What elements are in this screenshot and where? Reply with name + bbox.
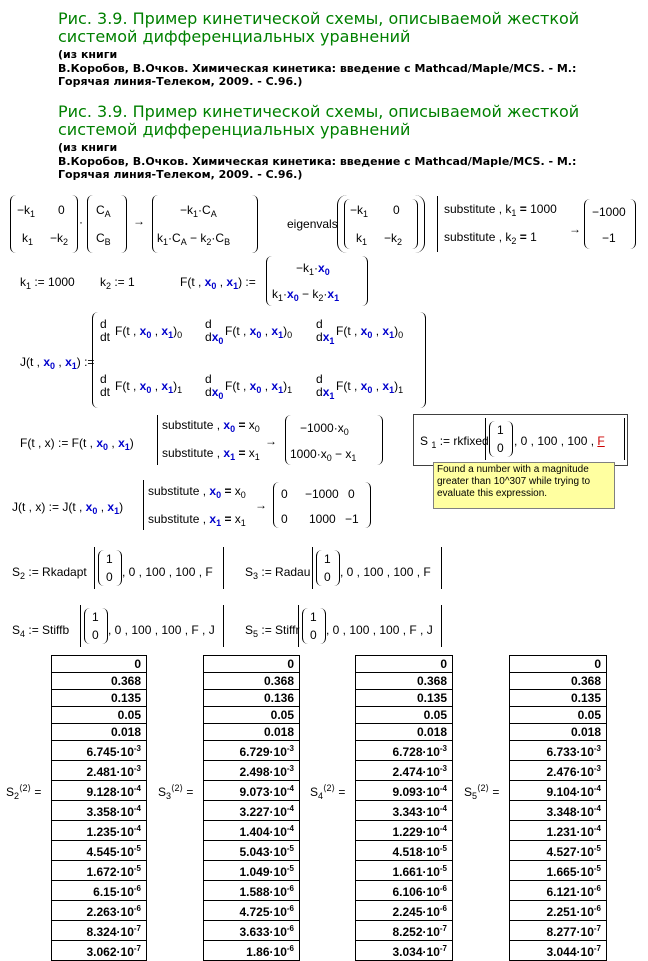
stiffb-args: , 0 , 100 , 100 , F , J <box>108 623 215 637</box>
k1-definition[interactable]: $k_1$ := 1000 <box>20 275 75 291</box>
result-cell: $3.348\cdot 10^{-4}$ <box>510 801 607 821</box>
j-row1-c2: 0 <box>348 487 355 501</box>
header-citation-1: В.Коробов, В.Очков. Химическая кинетика: введение с Mathcad/Maple/MCS. - М.: Горячая линия-Телеком, 2009. - С.96.) <box>58 62 577 88</box>
table-row <box>510 673 607 690</box>
result-cell: 0.05 <box>204 707 300 724</box>
result-cell: $3.358\cdot 10^{-4}$ <box>52 801 147 821</box>
result-cell: 0.05 <box>356 707 453 724</box>
result-cell: 0.135 <box>510 690 607 707</box>
table-row <box>356 921 453 941</box>
substitute-keyword: substitute <box>162 446 214 460</box>
result-cell: $5.043\cdot 10^{-5}$ <box>204 841 300 861</box>
header-from-2: (из книги <box>58 141 118 154</box>
table-row <box>356 861 453 881</box>
result-cell: $2.245\cdot 10^{-6}$ <box>356 901 453 921</box>
result-cell: $6.745\cdot 10^{-3}$ <box>52 741 147 761</box>
result-cell: 0.135 <box>52 690 147 707</box>
s2-result-table[interactable] <box>51 655 147 961</box>
result-cell: $9.073\cdot 10^{-4}$ <box>204 781 300 801</box>
result-cell: $6.15\cdot 10^{-6}$ <box>52 881 147 901</box>
table-row <box>510 881 607 901</box>
result-cell: 0.136 <box>204 690 300 707</box>
s3-column-label: $S_3^{⟨2⟩}$ = <box>158 783 194 801</box>
result-cell: 0.018 <box>204 724 300 741</box>
eigenvalue-2: −1 <box>602 231 616 245</box>
j-row2-c1: 1000 <box>309 512 336 526</box>
table-row <box>52 673 147 690</box>
result-cell: $1.661\cdot 10^{-5}$ <box>356 861 453 881</box>
result-cell: $1.231\cdot 10^{-4}$ <box>510 821 607 841</box>
table-row <box>204 656 300 673</box>
table-row <box>52 690 147 707</box>
table-row <box>52 781 147 801</box>
result-cell: $6.733\cdot 10^{-3}$ <box>510 741 607 761</box>
s4-result-table[interactable] <box>355 655 453 961</box>
result-cell: $2.263\cdot 10^{-6}$ <box>52 901 147 921</box>
table-row <box>510 724 607 741</box>
result-cell: $3.062\cdot 10^{-7}$ <box>52 941 147 961</box>
j-row1-c1: −1000 <box>305 487 339 501</box>
table-row <box>52 724 147 741</box>
result-cell: 0.018 <box>510 724 607 741</box>
result-cell: $3.044\cdot 10^{-7}$ <box>510 941 607 961</box>
result-cell: $6.121\cdot 10^{-6}$ <box>510 881 607 901</box>
result-cell: $8.324\cdot 10^{-7}$ <box>52 921 147 941</box>
result-cell: $1.588\cdot 10^{-6}$ <box>204 881 300 901</box>
result-cell: $3.633\cdot 10^{-6}$ <box>204 921 300 941</box>
table-row <box>510 707 607 724</box>
result-cell: $1.229\cdot 10^{-4}$ <box>356 821 453 841</box>
error-tooltip: Found a number with a magnitude greater than 10^307 while trying to evaluate this expression. <box>433 462 615 509</box>
table-row <box>356 761 453 781</box>
result-cell: $3.343\cdot 10^{-4}$ <box>356 801 453 821</box>
result-cell: 0.05 <box>510 707 607 724</box>
table-row <box>356 656 453 673</box>
table-row <box>356 901 453 921</box>
s2-column-label: $S_2^{⟨2⟩}$ = <box>6 783 42 801</box>
result-cell: $6.729\cdot 10^{-3}$ <box>204 741 300 761</box>
table-row <box>510 801 607 821</box>
table-row <box>204 921 300 941</box>
table-row <box>356 821 453 841</box>
table-row <box>510 761 607 781</box>
table-row <box>510 861 607 881</box>
stiffr-args: , 0 , 100 , 100 , F , J <box>326 623 433 637</box>
substitute-keyword: substitute <box>444 202 496 216</box>
result-cell: $1.404\cdot 10^{-4}$ <box>204 821 300 841</box>
table-row <box>356 673 453 690</box>
result-cell: $9.128\cdot 10^{-4}$ <box>52 781 147 801</box>
table-row <box>52 707 147 724</box>
result-cell: $3.034\cdot 10^{-7}$ <box>356 941 453 961</box>
table-row <box>510 821 607 841</box>
header-citation-2: В.Коробов, В.Очков. Химическая кинетика: введение с Mathcad/Maple/MCS. - М.: Горячая линия-Телеком, 2009. - С.96.) <box>58 155 577 181</box>
eigenvalue-1: −1000 <box>592 205 626 219</box>
rkadapt-function: Rkadapt <box>42 565 87 579</box>
header-from-1: (из книги <box>58 48 118 61</box>
table-row <box>510 901 607 921</box>
stiffb-function: Stiffb <box>42 623 70 637</box>
result-cell: 0 <box>356 656 453 673</box>
header-title-1: Рис. 3.9. Пример кинетической схемы, описываемой жесткой системой дифференциальных уравнений <box>58 9 580 46</box>
result-cell: 0.05 <box>52 707 147 724</box>
result-cell: $3.227\cdot 10^{-4}$ <box>204 801 300 821</box>
table-row <box>204 901 300 921</box>
s4-column-label: $S_4^{⟨2⟩}$ = <box>310 783 346 801</box>
result-cell: 0.018 <box>356 724 453 741</box>
rkadapt-args: , 0 , 100 , 100 , F <box>122 565 213 579</box>
s3-result-table[interactable] <box>203 655 300 961</box>
result-cell: 0.018 <box>52 724 147 741</box>
j-row2-c2: −1 <box>345 512 359 526</box>
substitute-keyword: substitute <box>148 484 200 498</box>
table-row <box>204 707 300 724</box>
table-row <box>510 921 607 941</box>
s5-result-table[interactable] <box>509 655 607 961</box>
radau-args: , 0 , 100 , 100 , F <box>340 565 431 579</box>
result-cell: $1.235\cdot 10^{-4}$ <box>52 821 147 841</box>
table-row <box>52 761 147 781</box>
table-row <box>510 741 607 761</box>
j-row1-c0: 0 <box>281 487 288 501</box>
result-cell: $4.545\cdot 10^{-5}$ <box>52 841 147 861</box>
table-row <box>510 781 607 801</box>
table-row <box>510 656 607 673</box>
result-cell: 0.368 <box>356 673 453 690</box>
table-row <box>204 673 300 690</box>
s5-column-label: $S_5^{⟨2⟩}$ = <box>464 783 500 801</box>
k2-sub-value: 1 <box>530 230 537 244</box>
table-row <box>52 881 147 901</box>
table-row <box>356 781 453 801</box>
table-row <box>356 741 453 761</box>
table-row <box>356 801 453 821</box>
table-row <box>52 741 147 761</box>
table-row <box>204 801 300 821</box>
f-result-row2: 1000·x <box>290 447 327 461</box>
result-cell: $9.104\cdot 10^{-4}$ <box>510 781 607 801</box>
table-row <box>204 861 300 881</box>
table-row <box>204 690 300 707</box>
table-row <box>52 921 147 941</box>
result-cell: $1.86\cdot 10^{-6}$ <box>204 941 300 961</box>
k1-sub-value: 1000 <box>530 202 557 216</box>
table-row <box>356 690 453 707</box>
table-row <box>356 724 453 741</box>
eigenvals-function: eigenvals <box>287 217 338 231</box>
result-cell: $1.665\cdot 10^{-5}$ <box>510 861 607 881</box>
result-cell: $1.672\cdot 10^{-5}$ <box>52 861 147 881</box>
result-cell: $2.474\cdot 10^{-3}$ <box>356 761 453 781</box>
result-cell: $4.725\cdot 10^{-6}$ <box>204 901 300 921</box>
result-cell: 0.368 <box>204 673 300 690</box>
result-cell: 0.135 <box>356 690 453 707</box>
table-row <box>52 841 147 861</box>
result-cell: $2.481\cdot 10^{-3}$ <box>52 761 147 781</box>
result-cell: $4.527\cdot 10^{-5}$ <box>510 841 607 861</box>
substitute-keyword: substitute <box>444 230 496 244</box>
stiffr-function: Stiffr <box>275 623 300 637</box>
table-row <box>204 841 300 861</box>
substitute-keyword: substitute <box>148 512 200 526</box>
table-row <box>204 761 300 781</box>
f-result-row1: −1000·x <box>300 421 344 435</box>
table-row <box>356 841 453 861</box>
table-row <box>204 821 300 841</box>
table-row <box>52 801 147 821</box>
table-row <box>52 861 147 881</box>
table-row <box>204 781 300 801</box>
rkfixed-function: rkfixed <box>453 434 489 448</box>
result-cell: $6.728\cdot 10^{-3}$ <box>356 741 453 761</box>
k2-definition[interactable]: $k_2$ := 1 <box>100 275 135 291</box>
result-cell: $9.093\cdot 10^{-4}$ <box>356 781 453 801</box>
result-cell: $1.049\cdot 10^{-5}$ <box>204 861 300 881</box>
result-cell: $8.277\cdot 10^{-7}$ <box>510 921 607 941</box>
result-cell: 0 <box>204 656 300 673</box>
table-row <box>356 881 453 901</box>
result-cell: $2.498\cdot 10^{-3}$ <box>204 761 300 781</box>
result-cell: $4.518\cdot 10^{-5}$ <box>356 841 453 861</box>
table-row <box>204 881 300 901</box>
result-cell: $2.476\cdot 10^{-3}$ <box>510 761 607 781</box>
result-cell: 0.368 <box>510 673 607 690</box>
result-cell: $8.252\cdot 10^{-7}$ <box>356 921 453 941</box>
substitute-keyword: substitute <box>162 418 214 432</box>
table-row <box>204 724 300 741</box>
table-row <box>204 741 300 761</box>
table-row <box>52 821 147 841</box>
result-cell: 0 <box>52 656 147 673</box>
j-row2-c0: 0 <box>281 512 288 526</box>
header-title-2: Рис. 3.9. Пример кинетической схемы, описываемой жесткой системой дифференциальных уравнений <box>58 102 580 139</box>
radau-function: Radau <box>275 565 311 579</box>
table-row <box>52 901 147 921</box>
result-cell: 0 <box>510 656 607 673</box>
table-row <box>356 707 453 724</box>
table-row <box>510 841 607 861</box>
result-cell: $6.106\cdot 10^{-6}$ <box>356 881 453 901</box>
table-row <box>52 656 147 673</box>
table-row <box>510 690 607 707</box>
result-cell: 0.368 <box>52 673 147 690</box>
result-cell: $2.251\cdot 10^{-6}$ <box>510 901 607 921</box>
